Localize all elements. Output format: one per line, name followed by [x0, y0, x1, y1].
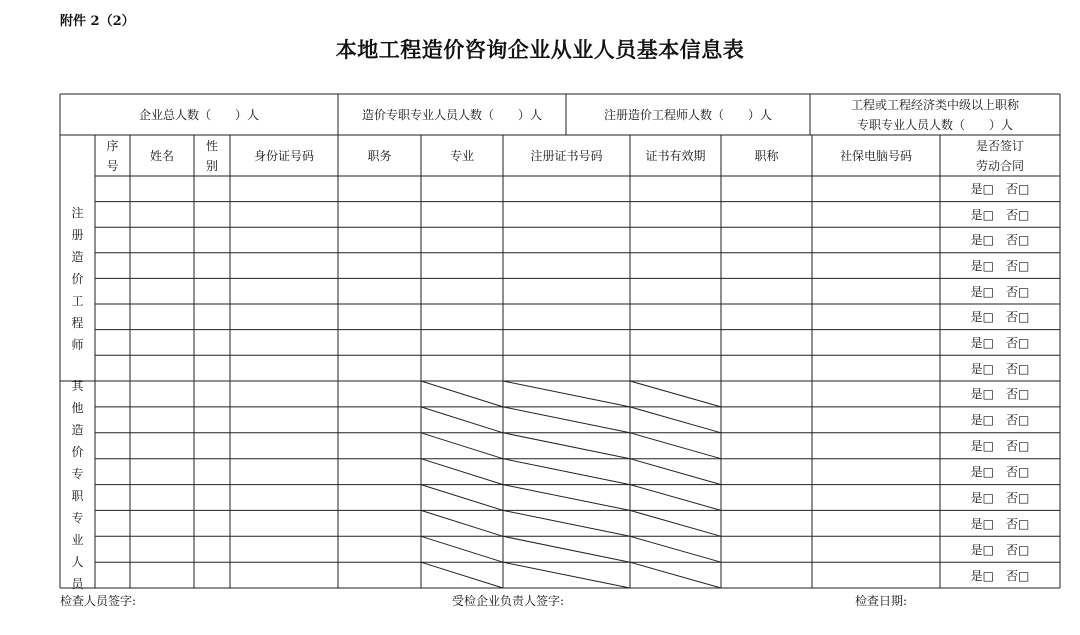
summary-titled-line1: 工程或工程经济类中级以上职称 [850, 97, 1019, 112]
strike-line [503, 381, 630, 407]
company-head-signature-label: 受检企业负责人签字: [452, 594, 565, 608]
contract-yes-no[interactable]: 是□ 否□ [970, 310, 1030, 325]
contract-yes-no[interactable]: 是□ 否□ [970, 259, 1030, 274]
header-contract-1: 是否签订 [975, 138, 1024, 153]
header-major: 专业 [449, 148, 474, 163]
inspection-date-label: 检查日期: [855, 594, 908, 608]
header-contract [940, 135, 1060, 176]
section-registered-char: 程 [71, 315, 84, 330]
summary-registered-engineers: 注册造价工程师人数（ ）人 [603, 107, 772, 122]
section-registered-char: 册 [71, 227, 84, 242]
strike-line [630, 562, 721, 588]
strike-line [503, 562, 630, 588]
strike-line [421, 510, 503, 536]
strike-line [503, 536, 630, 562]
strike-line [421, 381, 503, 407]
section-registered-char: 价 [71, 271, 84, 286]
section-registered-char: 造 [71, 249, 84, 264]
strike-line [503, 485, 630, 511]
strike-line [630, 510, 721, 536]
contract-yes-no[interactable]: 是□ 否□ [970, 233, 1030, 248]
section-other-char: 他 [71, 400, 84, 415]
contract-yes-no[interactable]: 是□ 否□ [970, 182, 1030, 197]
contract-yes-no[interactable]: 是□ 否□ [970, 439, 1030, 454]
contract-yes-no[interactable]: 是□ 否□ [970, 490, 1030, 505]
section-other-char: 职 [71, 488, 84, 503]
contract-yes-no[interactable]: 是□ 否□ [970, 413, 1030, 428]
form-title: 本地工程造价咨询企业从业人员基本信息表 [335, 37, 745, 62]
contract-yes-no[interactable]: 是□ 否□ [970, 516, 1030, 531]
header-social-security: 社保电脑号码 [839, 148, 912, 163]
strike-line [421, 407, 503, 433]
header-seq [95, 135, 130, 176]
section-other-char: 其 [71, 378, 84, 393]
summary-cost-staff: 造价专职专业人员人数（ ）人 [361, 107, 542, 122]
section-other-char: 专 [71, 466, 84, 481]
header-seq-2: 号 [106, 158, 119, 173]
summary-titled-line2: 专职专业人员人数（ ）人 [856, 117, 1013, 132]
contract-yes-no[interactable]: 是□ 否□ [970, 335, 1030, 350]
contract-yes-no[interactable]: 是□ 否□ [970, 207, 1030, 222]
strike-line [421, 485, 503, 511]
contract-yes-no[interactable]: 是□ 否□ [970, 568, 1030, 583]
summary-total-staff: 企业总人数（ ）人 [138, 107, 259, 122]
header-seq-1: 序 [106, 138, 119, 153]
header-cert-validity: 证书有效期 [645, 148, 706, 163]
strike-line [421, 536, 503, 562]
strike-line [630, 381, 721, 407]
contract-yes-no[interactable]: 是□ 否□ [970, 465, 1030, 480]
header-gender [194, 135, 230, 176]
contract-yes-no[interactable]: 是□ 否□ [970, 361, 1030, 376]
contract-yes-no[interactable]: 是□ 否□ [970, 284, 1030, 299]
strike-line [503, 459, 630, 485]
header-gender-2: 别 [205, 158, 218, 173]
strike-line [630, 433, 721, 459]
header-cert-number: 注册证书号码 [530, 148, 603, 163]
header-position: 职务 [367, 148, 392, 163]
section-registered-engineers [60, 176, 95, 381]
strike-line [630, 536, 721, 562]
section-registered-char: 注 [71, 205, 84, 220]
header-gender-1: 性 [205, 138, 218, 153]
header-id-number: 身份证号码 [253, 148, 314, 163]
contract-yes-no[interactable]: 是□ 否□ [970, 542, 1030, 557]
section-registered-char: 师 [71, 337, 84, 352]
attachment-label: 附件 2（2） [60, 14, 135, 29]
strike-line [503, 407, 630, 433]
section-other-char: 员 [71, 576, 84, 591]
strike-line [630, 459, 721, 485]
header-job-title: 职称 [754, 148, 779, 163]
header-name: 姓名 [149, 148, 174, 163]
section-registered-char: 工 [71, 293, 84, 308]
strike-line [421, 433, 503, 459]
strike-line [630, 485, 721, 511]
strike-line [421, 562, 503, 588]
section-other-char: 造 [71, 422, 84, 437]
summary-titled-staff [810, 94, 1060, 135]
strike-line [421, 459, 503, 485]
strike-line [503, 433, 630, 459]
strike-line [630, 407, 721, 433]
section-other-char: 专 [71, 510, 84, 525]
header-contract-2: 劳动合同 [975, 158, 1024, 173]
strike-line [503, 510, 630, 536]
section-other-char: 价 [71, 444, 84, 459]
contract-yes-no[interactable]: 是□ 否□ [970, 387, 1030, 402]
section-other-char: 业 [71, 532, 84, 547]
inspector-signature-label: 检查人员签字: [60, 594, 137, 608]
section-other-char: 人 [71, 554, 84, 569]
section-other-cost-staff [60, 378, 95, 591]
